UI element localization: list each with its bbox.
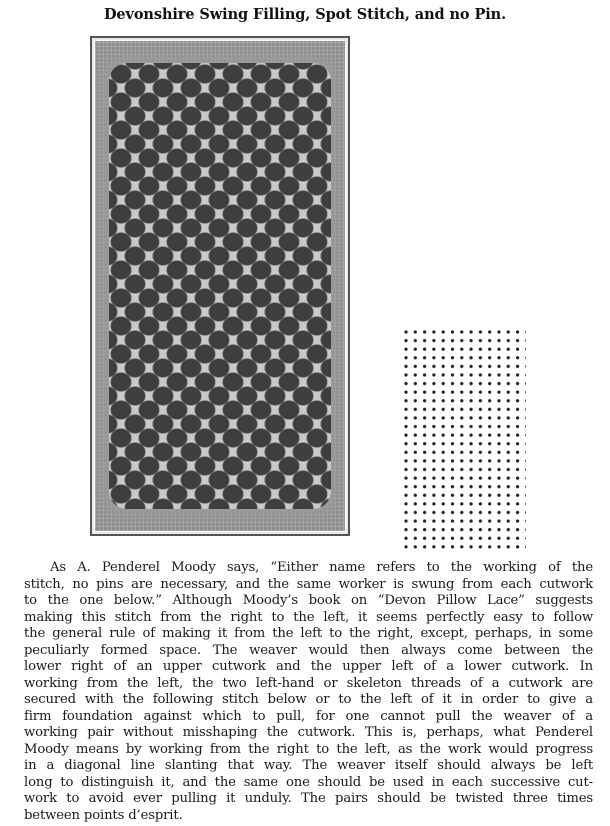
text-line: in a diagonal line slanting that way. The weaver itself should always be left bbox=[24, 758, 593, 773]
text-line: making this stitch from the right to the left, it seems perfectly easy to follow bbox=[24, 609, 593, 625]
text-line: work to avoid ever pulling it unduly. The pairs should be twisted three times bbox=[24, 791, 593, 806]
page-title: Devonshire Swing Filling, Spot Stitch, and no Pin. bbox=[103, 6, 507, 23]
text-line: the general rule of making it from the left to the right, except, perhaps, in some bbox=[24, 626, 593, 641]
text-line: peculiarly formed space. The weaver would then always come between the bbox=[24, 642, 593, 658]
text-line: firm foundation against which to pull, for one cannot pull the weaver of a bbox=[24, 708, 593, 724]
text-line: working pair without misshaping the cutwork. This is, perhaps, what Penderel bbox=[24, 725, 593, 740]
text-line: lower right of an upper cutwork and the upper left of a lower cutwork. In bbox=[24, 659, 593, 674]
text-line: stitch, no pins are necessary, and the same worker is swung from each cutwork bbox=[24, 576, 593, 592]
body-paragraph bbox=[24, 560, 593, 824]
lace-photograph bbox=[90, 36, 350, 536]
text-line: long to distinguish it, and the same one should be used in each successive cut- bbox=[24, 774, 593, 790]
text-line: Moody means by working from the right to the left, as the work would progress bbox=[24, 741, 593, 757]
text-line: As A. Penderel Moody says, “Either name refers to the working of the bbox=[50, 560, 593, 575]
text-line: working from the left, the two left-hand or skeleton threads of a cutwork are bbox=[24, 675, 593, 691]
photo-mesh-ground bbox=[94, 40, 346, 532]
text-line: to the one below.” Although Moody’s book on “Devon Pillow Lace” suggests bbox=[24, 593, 593, 608]
pricking-dot-pattern bbox=[402, 328, 526, 550]
text-line: between points d’esprit. bbox=[24, 807, 183, 823]
text-line: secured with the following stitch below or to the left of it in order to give a bbox=[24, 692, 593, 707]
swing-filling-lace bbox=[109, 63, 331, 509]
